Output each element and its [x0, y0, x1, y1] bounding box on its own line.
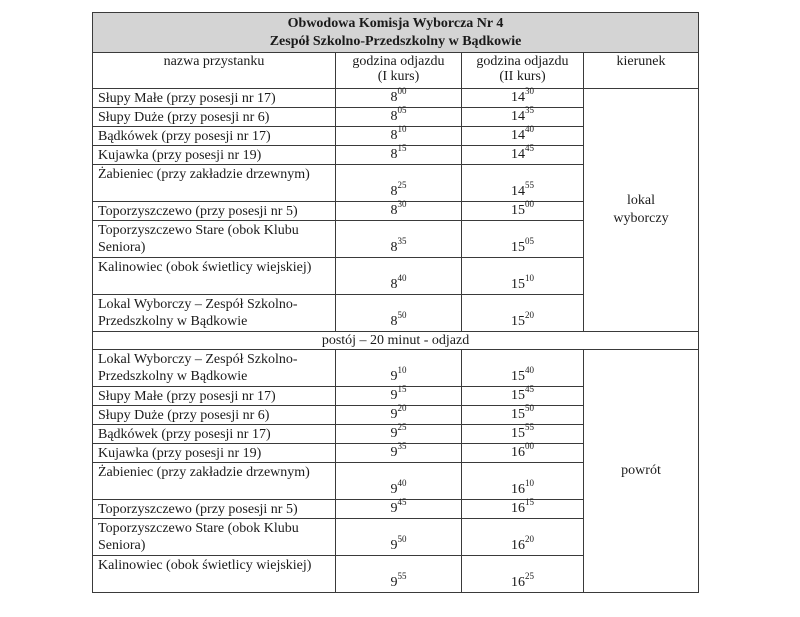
time-hour: 14 — [511, 147, 525, 162]
time-minute: 05 — [397, 105, 407, 116]
time-hour: 15 — [511, 203, 525, 218]
departure-time-2 — [462, 295, 584, 332]
table-row — [93, 89, 699, 108]
time-minute: 20 — [525, 310, 534, 321]
pause-section — [93, 332, 699, 350]
time-hour: 9 — [390, 407, 398, 422]
stop-name: Słupy Małe (przy posesji nr 17) — [93, 387, 336, 406]
direction-line-2: wyborczy — [613, 211, 669, 226]
departure-time-1 — [336, 165, 462, 202]
stop-name: Toporzyszczewo Stare (obok Klubu Seniora) — [93, 221, 336, 258]
time-hour: 15 — [511, 277, 525, 292]
time-minute: 35 — [397, 441, 407, 452]
time-hour: 14 — [511, 128, 525, 143]
time-minute: 35 — [397, 236, 407, 247]
header-departure-2: godzina odjazdu — [476, 54, 569, 69]
direction-line-1: lokal — [627, 193, 655, 208]
time-minute: 55 — [397, 571, 407, 582]
time-minute: 35 — [525, 105, 534, 116]
stop-name: Słupy Małe (przy posesji nr 17) — [93, 89, 336, 108]
header-stop-name: nazwa przystanku — [93, 53, 336, 89]
time-hour: 9 — [390, 445, 398, 460]
time-minute: 40 — [397, 273, 407, 284]
time-hour: 8 — [390, 240, 398, 255]
return-section — [93, 350, 699, 593]
time-minute: 50 — [397, 310, 407, 321]
stop-name: Kalinowiec (obok świetlicy wiejskiej) — [93, 556, 336, 593]
stop-name: Żabieniec (przy zakładzie drzewnym) — [93, 165, 336, 202]
direction-line-1: powrót — [621, 463, 661, 478]
departure-time-1 — [336, 497, 462, 519]
time-hour: 8 — [390, 109, 398, 124]
stop-name: Lokal Wyborczy – Zespół Szkolno-Przedszkolny w Bądkowie — [93, 295, 336, 332]
time-minute: 55 — [525, 422, 534, 433]
departure-time-2 — [462, 258, 584, 295]
time-minute: 45 — [397, 497, 407, 508]
time-minute: 00 — [525, 199, 534, 210]
header-course-2 — [462, 53, 584, 89]
departure-time-2 — [462, 86, 584, 108]
time-minute: 30 — [525, 86, 534, 97]
departure-time-2 — [462, 105, 584, 127]
schedule-table — [92, 12, 699, 593]
header-course-2-label: (II kurs) — [499, 69, 546, 84]
departure-time-1 — [336, 221, 462, 258]
time-hour: 9 — [390, 501, 398, 516]
time-minute: 40 — [525, 365, 534, 376]
time-hour: 15 — [511, 240, 525, 255]
departure-time-1 — [336, 143, 462, 165]
time-minute: 30 — [397, 199, 407, 210]
time-hour: 9 — [390, 538, 398, 553]
departure-time-2 — [462, 384, 584, 406]
time-minute: 10 — [397, 124, 407, 135]
outbound-section — [93, 86, 699, 332]
time-hour: 14 — [511, 90, 525, 105]
stop-name: Bądkówek (przy posesji nr 17) — [93, 425, 336, 444]
time-hour: 16 — [511, 501, 525, 516]
time-hour: 16 — [511, 538, 525, 553]
departure-time-1 — [336, 258, 462, 295]
time-minute: 25 — [525, 571, 534, 582]
time-hour: 8 — [390, 203, 398, 218]
departure-time-2 — [462, 143, 584, 165]
time-minute: 20 — [397, 403, 407, 414]
time-hour: 14 — [511, 109, 525, 124]
time-minute: 10 — [525, 478, 534, 489]
time-minute: 50 — [525, 403, 534, 414]
time-hour: 15 — [511, 369, 525, 384]
pause-text: postój – 20 minut - odjazd — [93, 332, 699, 350]
pause-row — [93, 332, 699, 350]
departure-time-2 — [462, 165, 584, 202]
time-hour: 8 — [390, 314, 398, 329]
time-minute: 15 — [525, 497, 534, 508]
departure-time-1 — [336, 519, 462, 556]
time-hour: 9 — [390, 388, 398, 403]
time-hour: 15 — [511, 426, 525, 441]
stop-name: Słupy Duże (przy posesji nr 6) — [93, 406, 336, 425]
stop-name: Toporzyszczewo (przy posesji nr 5) — [93, 202, 336, 221]
title-line-1: Obwodowa Komisja Wyborcza Nr 4 — [287, 16, 504, 31]
time-minute: 05 — [525, 236, 534, 247]
departure-time-2 — [462, 350, 584, 387]
departure-time-1 — [336, 463, 462, 500]
time-hour: 15 — [511, 407, 525, 422]
time-hour: 15 — [511, 388, 525, 403]
departure-time-1 — [336, 441, 462, 463]
time-minute: 25 — [397, 180, 407, 191]
departure-time-2 — [462, 199, 584, 221]
time-hour: 8 — [390, 90, 398, 105]
departure-time-1 — [336, 556, 462, 593]
stop-name: Bądkówek (przy posesji nr 17) — [93, 127, 336, 146]
departure-time-2 — [462, 441, 584, 463]
time-hour: 8 — [390, 147, 398, 162]
stop-name: Kujawka (przy posesji nr 19) — [93, 146, 336, 165]
departure-time-2 — [462, 422, 584, 444]
time-minute: 10 — [525, 273, 534, 284]
stop-name: Toporzyszczewo (przy posesji nr 5) — [93, 500, 336, 519]
direction-cell — [584, 350, 699, 593]
time-minute: 40 — [525, 124, 534, 135]
time-hour: 8 — [390, 184, 398, 199]
time-minute: 25 — [397, 422, 407, 433]
time-minute: 15 — [397, 143, 407, 154]
direction-cell — [584, 89, 699, 332]
time-hour: 16 — [511, 575, 525, 590]
departure-time-1 — [336, 199, 462, 221]
header-departure-1: godzina odjazdu — [352, 54, 445, 69]
time-hour: 14 — [511, 184, 525, 199]
time-minute: 00 — [525, 441, 534, 452]
departure-time-2 — [462, 403, 584, 425]
table-title — [93, 13, 699, 53]
time-hour: 9 — [390, 369, 398, 384]
departure-time-2 — [462, 124, 584, 146]
departure-time-2 — [462, 463, 584, 500]
header-course-1-label: (I kurs) — [377, 69, 420, 84]
time-hour: 8 — [390, 128, 398, 143]
time-minute: 20 — [525, 534, 534, 545]
stop-name: Toporzyszczewo Stare (obok Klubu Seniora) — [93, 519, 336, 556]
departure-time-1 — [336, 350, 462, 387]
header-direction: kierunek — [584, 53, 699, 89]
stop-name: Słupy Duże (przy posesji nr 6) — [93, 108, 336, 127]
departure-time-2 — [462, 497, 584, 519]
time-hour: 9 — [390, 482, 398, 497]
time-minute: 55 — [525, 180, 534, 191]
time-minute: 10 — [397, 365, 407, 376]
header-course-1 — [336, 53, 462, 89]
departure-time-1 — [336, 295, 462, 332]
time-hour: 9 — [390, 426, 398, 441]
time-minute: 50 — [397, 534, 407, 545]
time-minute: 45 — [525, 384, 534, 395]
time-hour: 9 — [390, 575, 398, 590]
time-hour: 16 — [511, 482, 525, 497]
time-minute: 15 — [397, 384, 407, 395]
stop-name: Żabieniec (przy zakładzie drzewnym) — [93, 463, 336, 500]
departure-time-2 — [462, 221, 584, 258]
time-hour: 16 — [511, 445, 525, 460]
departure-time-2 — [462, 556, 584, 593]
title-line-2: Zespół Szkolno-Przedszkolny w Bądkowie — [269, 34, 522, 49]
time-minute: 40 — [397, 478, 407, 489]
time-hour: 8 — [390, 277, 398, 292]
time-minute: 00 — [397, 86, 407, 97]
time-minute: 45 — [525, 143, 534, 154]
time-hour: 15 — [511, 314, 525, 329]
table-row — [93, 350, 699, 387]
stop-name: Kujawka (przy posesji nr 19) — [93, 444, 336, 463]
stop-name: Lokal Wyborczy – Zespół Szkolno-Przedszkolny w Bądkowie — [93, 350, 336, 387]
stop-name: Kalinowiec (obok świetlicy wiejskiej) — [93, 258, 336, 295]
departure-time-2 — [462, 519, 584, 556]
